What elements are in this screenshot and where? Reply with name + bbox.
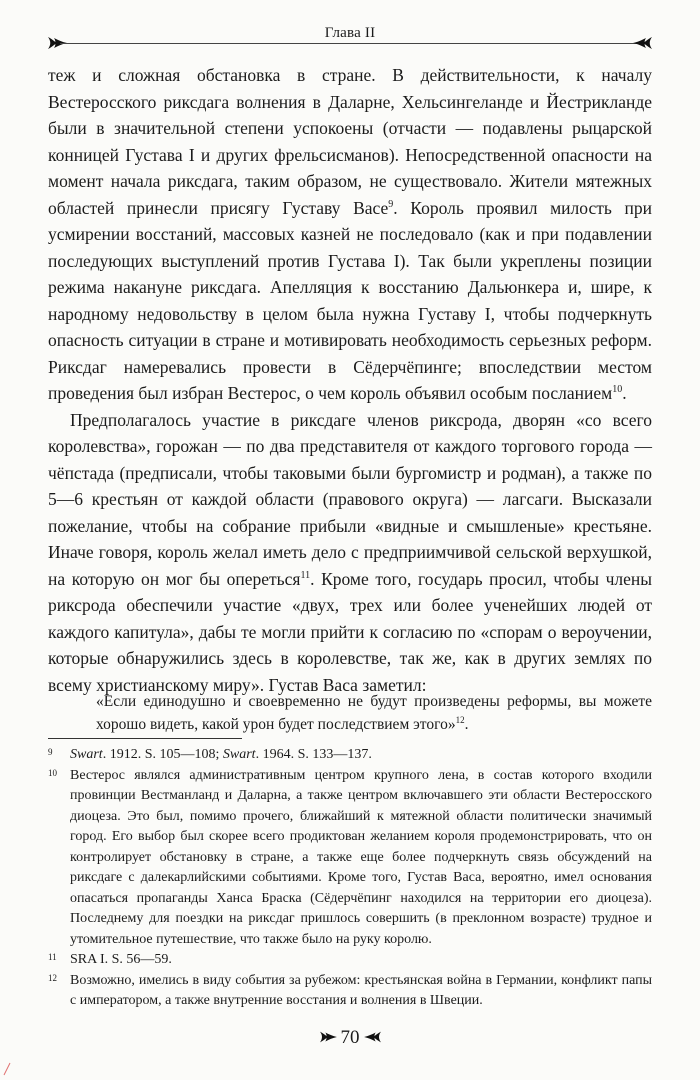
running-header bbox=[48, 24, 652, 54]
footnote bbox=[48, 971, 652, 1012]
footnote bbox=[48, 766, 652, 951]
page-number-value: 70 bbox=[340, 1027, 360, 1048]
paragraph bbox=[48, 62, 652, 407]
paragraph bbox=[48, 407, 652, 699]
footnote-ref: 12 bbox=[455, 714, 465, 725]
fleuron-arrow-right-icon bbox=[318, 1029, 338, 1045]
corner-mark-icon bbox=[2, 1062, 12, 1076]
footnote-ref: 11 bbox=[300, 569, 311, 581]
paragraph-text: Предполагалось участие в риксдаге членов риксрода, дворян «со всего королевства», горожан — по два представителя от каждого торгового города — чёпстада (предписали, чтобы таковыми были бургомистр и родман), а также по 5—6 крестьян от каждой области (правового округа) — лагсаги. Высказали пожелание, чтобы на собрание прибыли «видные и смышленые» крестьяне. Иначе говоря, король желал иметь дело с предприимчивой сельской верхушкой, на которую он мог бы опереться bbox=[48, 409, 652, 589]
footnote-author: Swart bbox=[222, 747, 256, 762]
paragraph-text: . bbox=[622, 383, 627, 403]
footnotes bbox=[48, 745, 652, 1012]
footnote-text: Возможно, имелись в виду события за рубежом: крестьянская война в Германии, конфликт папы с императором, а также внутренние восстания и волнения в Швеции. bbox=[70, 972, 652, 1008]
footnote bbox=[48, 745, 652, 766]
fleuron-arrow-left-icon bbox=[632, 34, 654, 52]
footnote-text: . 1912. S. 105—108; bbox=[102, 747, 223, 762]
fleuron-arrow-left-icon bbox=[363, 1029, 383, 1045]
footnote-rule bbox=[48, 738, 242, 739]
footnote-text: SRA I. S. 56—59. bbox=[70, 952, 172, 967]
page-number bbox=[0, 1027, 700, 1049]
footnote-ref: 9 bbox=[388, 198, 394, 210]
footnote-author: Swart bbox=[70, 747, 103, 762]
quote-text: «Если единодушно и своевременно не будут произведены реформы, вы можете хорошо видеть, какой урон будет последствием этого» bbox=[96, 693, 652, 733]
main-text bbox=[48, 62, 652, 698]
footnote-number: 10 bbox=[48, 767, 57, 778]
footnote-ref: 10 bbox=[612, 384, 623, 396]
paragraph-text: . Король проявил милость при усмирении восстаний, массовых казней не последовало (как и при подавлении последующих выступлений против Густава I). Так были укреплены позиции режима накануне риксдага. Апелляция к восстанию Дальюнкера и, шире, к народному недовольству в целом была нужна Густаву I, чтобы подчеркнуть опасность ситуации в стране и мотивировать необходимость серьезных реформ. Риксдаг намеревались провести в Сёдерчёпинге; впоследствии местом проведения был избран Вестерос, о чем король объявил особым посланием bbox=[48, 197, 652, 403]
footnote bbox=[48, 950, 652, 971]
paragraph-text: теж и сложная обстановка в стране. В действительности, к началу Вестеросского риксдага волнения в Даларне, Хельсингеланде и Йестрикланде были в значительной степени успокоены (отчасти — подавлены рыцарской конницей Густава I и других фрельсисманов). Непосредственной опасности на момент начала риксдага, таким образом, не существовало. Жители мятежных областей принесли присягу Густаву Васе bbox=[48, 65, 652, 218]
footnote-text: . 1964. S. 133—137. bbox=[255, 747, 372, 762]
paragraph-text: . Кроме того, государь просил, чтобы члены риксрода обеспечили участие «двух, трех или более ученейших людей от каждого капитула», дабы те могли прийти к согласию по «спорам о вероучении, которые обнаружились здесь в королевстве, так же, как в других землях по всему христианскому миру». Густав Васа заметил: bbox=[48, 568, 652, 695]
chapter-title: Глава II bbox=[324, 25, 376, 41]
footnote-number: 12 bbox=[48, 972, 57, 983]
quote-text: . bbox=[464, 716, 469, 733]
footnote-number: 9 bbox=[48, 747, 53, 757]
footnote-text: Вестерос являлся административным центром крупного лена, в состав которого входили провинции Вестманланд и Даларна, а также центром включавшего эти области Вестеросского диоцеза. Это был, помимо прочего, ближайший к мятежной области политически значимый город. Его выбор был скорее всего продиктован желанием короля продемонстрировать, что он контролирует обстановку в стране, а также еще более подчеркнуть связь обсуждений на риксдаге с далекарлийскими событиями. Кроме того, Густав Васа, вероятно, имел основания опасаться пропаганды Ханса Браска (Сёдерчёпинг находился на территории его диоцеза). Последнему для поездки на риксдаг пришлось совершить (в преклонном возрасте) трудное и утомительное путешествие, что также было на руку королю. bbox=[70, 767, 652, 947]
block-quote bbox=[96, 690, 652, 736]
footnote-number: 11 bbox=[48, 952, 57, 962]
header-rule bbox=[60, 43, 640, 44]
